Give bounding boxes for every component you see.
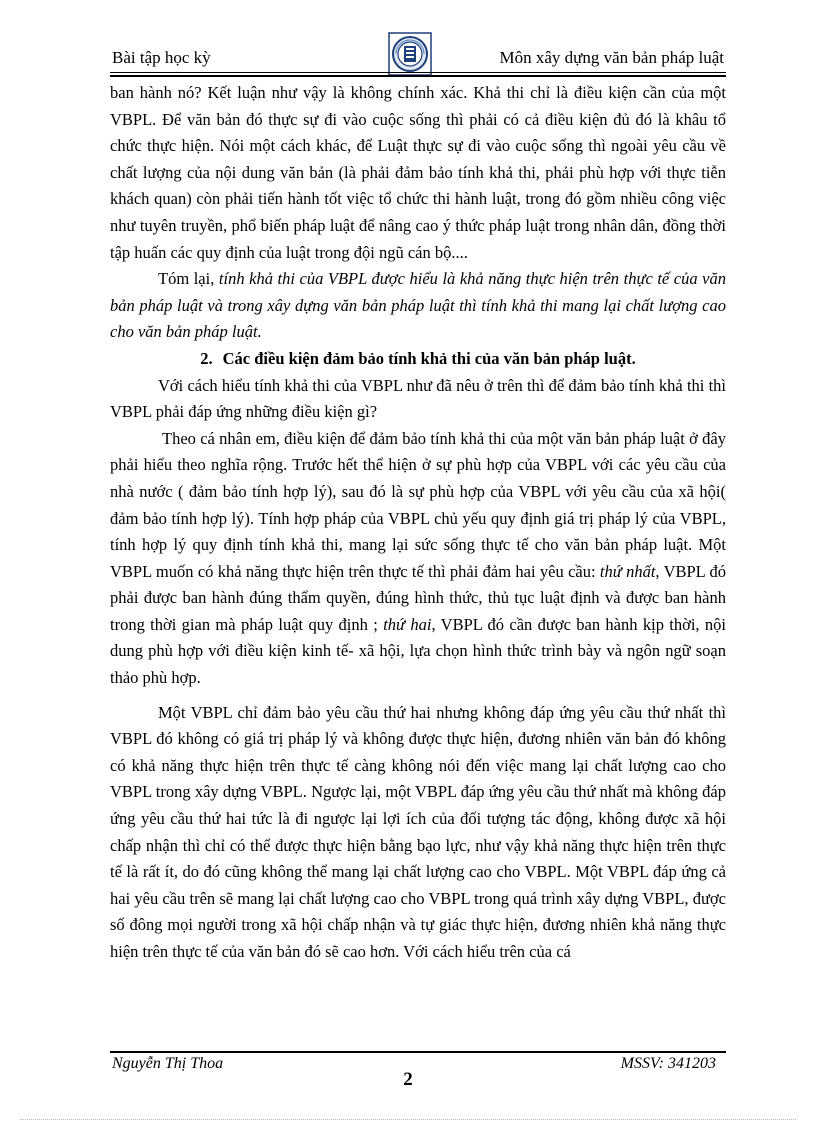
- section-title: Các điều kiện đảm bảo tính khả thi của văn bản pháp luật.: [222, 348, 636, 368]
- paragraph-analysis: Một VBPL chỉ đảm bảo yêu cầu thứ hai nhưng không đáp ứng yêu cầu thứ nhất thì VBPL đó không có giá trị pháp lý và không được thực hiện, đương nhiên văn bản đó không có khả năng thực hiện trên thực tế càng không nói đến việc mang lại chất lượng cao cho VBPL trong xây dựng VBPL. Ngược lại, một VBPL đáp ứng yêu cầu thứ nhất mà không đáp ứng yêu cầu thứ hai tức là đi ngược lại lợi ích của đối tượng tác động, không được xã hội chấp nhận thì chỉ có thể được thực hiện bằng bạo lực, như vậy khả năng thực hiện trên thực tế là rất ít, do đó cũng không thể mang lại chất lượng cao cho VBPL. Một VBPL đáp ứng cả hai yêu cầu trên sẽ mang lại chất lượng cao cho VBPL trong quá trình xây dựng VBPL, được số đông mọi người trong xã hội chấp nhận và tự giác thực hiện, đương nhiên khả năng thực hiện trên thực tế của văn bản đó sẽ cao hơn. Với cách hiểu trên của cá: [110, 702, 726, 961]
- conditions-text-a: Theo cá nhân em, điều kiện để đảm bảo tính khả thi của một văn bản pháp luật ở đây phải hiểu theo nghĩa rộng. Trước hết thể hiện ở sự phù hợp của VBPL với các yêu cầu của nhà nước ( đảm bảo tính hợp lý), sau đó là sự phù hợp của VBPL với yêu cầu của xã hội( đảm bảo tính hợp lý). Tính hợp pháp của VBPL chủ yếu quy định giá trị pháp lý của VBPL, tính hợp lý quy định tính khả thi, mang lại sức sống thực tế cho văn bản pháp luật. Một VBPL muốn có khả năng thực hiện trên thực tế thì phải đảm hai yêu cầu:: [110, 428, 726, 581]
- section-number: 2.: [200, 348, 213, 368]
- summary-lead: Tóm lại,: [158, 269, 215, 289]
- document-body: [110, 80, 726, 966]
- conditions-first: thứ nhất: [599, 561, 656, 581]
- paragraph-question: Với cách hiểu tính khả thi của VBPL như đã nêu ở trên thì để đảm bảo tính khả thi thì VBPL phải đáp ứng những điều kiện gì?: [110, 375, 726, 422]
- header-subject-title: Môn xây dựng văn bản pháp luật: [499, 48, 724, 67]
- paragraph-summary: [110, 266, 726, 346]
- footer-student-id: MSSV: 341203: [620, 1055, 716, 1072]
- conditions-text-c: , VBPL đó cần được ban hành kịp thời, nội dung phù hợp với điều kiện kinh tế- xã hội, lựa chọn hình thức trình bày và ngôn ngữ soạn thảo phù hợp.: [110, 614, 726, 688]
- university-seal-icon: [388, 32, 432, 76]
- paragraph-continuation: ban hành nó? Kết luận như vậy là không chính xác. Khả thi chỉ là điều kiện cần của một VBPL. Để văn bản đó thực sự đi vào cuộc sống thì phải có cả điều kiện đủ đó là khâu tổ chức thực hiện. Nói một cách khác, để Luật thực sự đi vào cuộc sống thì ngoài yêu cầu về chất lượng của nội dung văn bản (là phải đảm bảo tính khả thi, phải phù hợp với thực tiễn khách quan) còn phải tiến hành tốt việc tổ chức thi hành luật, trong đó gồm nhiều công việc như tuyên truyền, phổ biến pháp luật để nâng cao ý thức pháp luật trong nhân dân, đồng thời tập huấn các quy định của luật trong đội ngũ cán bộ....: [110, 83, 726, 262]
- footer-divider: [110, 1051, 726, 1053]
- conditions-second: thứ hai: [383, 614, 432, 634]
- page-bottom-edge: [20, 1119, 796, 1120]
- page-number: 2: [403, 1069, 413, 1090]
- summary-italic: tính khả thi của VBPL được hiểu là khả năng thực hiện trên thực tế của văn bản pháp luật và trong xây dựng văn bản pháp luật thì tính khả thi mang lại chất lượng cao cho văn bản pháp luật.: [110, 269, 726, 342]
- header-divider: [110, 72, 726, 77]
- section-heading: [110, 346, 726, 373]
- paragraph-conditions: [110, 426, 726, 692]
- footer-author: Nguyễn Thị Thoa: [112, 1055, 224, 1072]
- header-course-title: Bài tập học kỳ: [112, 48, 211, 67]
- conditions-text-b: , VBPL đó phải được ban hành đúng thẩm quyền, đúng hình thức, thủ tục luật định và được ban hành trong thời gian mà pháp luật quy định ;: [110, 561, 726, 634]
